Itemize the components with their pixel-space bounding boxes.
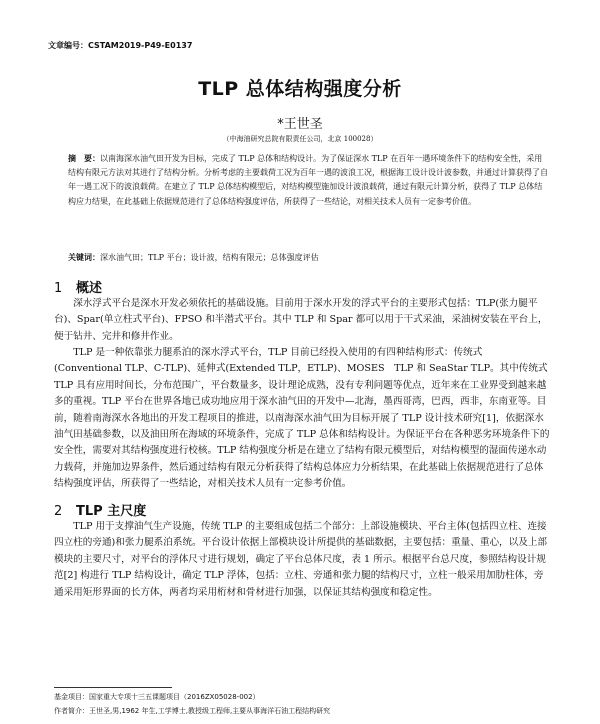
abstract-label: 摘 要： (68, 154, 100, 163)
article-number: 文章编号：CSTAM2019-P49-E0137 (48, 41, 193, 50)
author-name: *王世圣 (277, 117, 323, 132)
abstract (68, 152, 548, 209)
footnote-funding: 基金项目：国家重大专项十三五课题项目（2016ZX05028-002） (54, 693, 260, 701)
keywords-text: 深水油气田；TLP 平台；设计波，结构有限元；总体强度评估 (100, 253, 319, 262)
paragraph: TLP 是一种依靠张力腿系泊的深水浮式平台，TLP 目前已经投入使用的有四种结构形式：传统式(Conventional TLP、C-TLP)、延伸式(Extended TLP，ETLP)、MOSES TLP 和 SeaStar TLP。其中传统式 TLP 具有应用时间长，分布范围广，平台数量多，设计理论成熟，没有专利问题等优点，近年来在工业界受到越来越多的重视。TLP 平台在世界各地已成功地应用于深水油气田的开发中—北海，墨西哥湾，巴西，西非，东南亚等。目前，随着南海深水各地出的开发工程项目的推进，以南海深水油气田为目标开展了 TLP 设计技术研究[1]，依据深水油气田基础参数，以及油田所在海域的环境条件，完成了 TLP 总体和结构设计。为保证平台在各种恶劣环境条件下的安全性，需要对其结构强度进行校核。TLP 结构强度分析是在建立了结构有限元模型后，对结构模型的湿面传递水动力载荷，并施加边界条件，然后通过结构有限元分析获得了结构总体应力分析结果，在此基础上依据规范进行了总体结构强度评估，所获得了一些结论，对相关技术人员有一定参考价值。 (54, 347, 550, 490)
section-number: 2 (54, 504, 63, 519)
paragraph: TLP 用于支撑油气生产设施，传统 TLP 的主要组成包括二个部分：上部设施模块、平台主体(包括四立柱、连接四立柱的旁通)和张力腿系泊系统。平台设计依据上部模块设计所提供的基础数据，主要包括：重量、重心，以及上部模块的主要尺寸，对平台的浮体尺寸进行规划，确定了平台总体尺度，表 1 所示。根据平台总尺度，参照结构设计规范[2] 构进行 TLP 结构设计，确定 TLP 浮体，包括：立柱、旁通和张力腿的结构尺寸，立柱一般采用加肋柱体，旁通采用矩形界面的长方体，两者均采用桁材和骨材进行加强，以保证其结构强度和稳定性。 (54, 521, 548, 598)
footnote-author: 作者简介：王世圣,男,1962 年生,工学博士,教授级工程师,主要从事海洋石油工程结构研究 (54, 707, 331, 715)
author-affiliation: （中海油研究总院有限责任公司，北京 100028） (222, 135, 378, 143)
footnote-divider (54, 687, 172, 688)
abstract-text: 以南海深水油气田开发为目标，完成了 TLP 总体和结构设计。为了保证深水 TLP 在百年一遇环境条件下的结构安全性，采用结构有限元方法对其进行了结构分析。分析考虑的主要载荷工况为百年一遇的波浪工况，根据海工设计设计波参数，并通过计算获得了自年一遇工况下的波浪载荷。在建立了 TLP 总体结构模型后，对结构模型施加设计波浪载荷，通过有限元计算分析，获得了 TLP 总体结构应力结果，在此基础上依据规范进行了总体结构强度评估，所获得了一些结论，对相关技术人员有一定参考价值。 (68, 154, 548, 206)
section-title: TLP 主尺度 (76, 504, 147, 519)
section-heading-1 (54, 277, 102, 296)
keywords (68, 252, 548, 263)
keywords-label: 关键词： (68, 253, 100, 262)
section-number: 1 (54, 281, 63, 296)
section-heading-2 (54, 500, 146, 519)
section-title: 概述 (76, 281, 103, 296)
paragraph: 深水浮式平台是深水开发必须依托的基础设施。目前用于深水开发的浮式平台的主要形式包括：TLP(张力腿平台)、Spar(单立柱式平台)、FPSO 和半潜式平台。其中 TLP 和 Spar 都可以用于干式采油，采油树安装在平台上，便于钻井、完井和修井作业。 (54, 298, 548, 342)
paper-title: TLP 总体结构强度分析 (198, 78, 402, 100)
